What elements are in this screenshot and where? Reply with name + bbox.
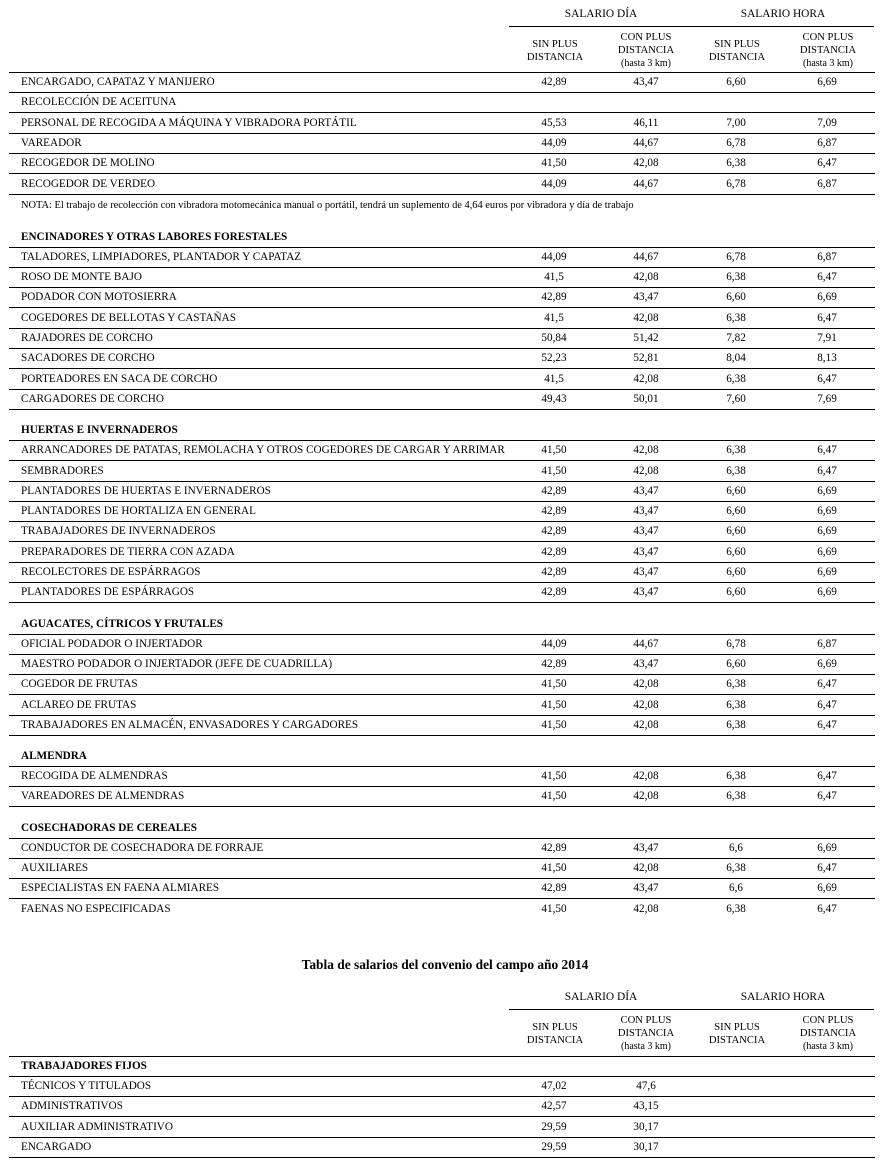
- row-value-col-3: 6,6: [729, 882, 743, 895]
- row-value-col-2: 50,01: [633, 392, 659, 405]
- row-label: COGEDORES DE BELLOTAS Y CASTAÑAS: [21, 311, 236, 324]
- table2-subheader-col-2: [601, 1014, 691, 1053]
- row-value-col-2: 42,08: [633, 157, 659, 170]
- row-value-col-3: 6,38: [726, 902, 746, 915]
- table-row: [9, 329, 875, 349]
- row-value-col-1: 41,5: [544, 372, 564, 385]
- row-value-col-1: 41,50: [541, 157, 567, 170]
- table2-subheader-line: SIN PLUS: [714, 1022, 760, 1033]
- row-value-col-3: 6,60: [726, 566, 746, 578]
- row-value-col-4: 6,69: [817, 882, 837, 895]
- row-value-col-3: 7,82: [726, 332, 746, 344]
- table2-title: Tabla de salarios del convenio del campo año 2014: [301, 957, 589, 972]
- row-value-col-3: 6,38: [726, 464, 746, 477]
- table-row: [9, 563, 875, 583]
- row-label: PODADOR CON MOTOSIERRA: [21, 291, 177, 304]
- row-value-col-3: 6,60: [726, 545, 746, 558]
- row-value-col-3: 6,38: [726, 271, 746, 284]
- row-value-col-2: 42,08: [633, 271, 659, 284]
- row-value-col-4: 6,87: [817, 250, 837, 263]
- row-value-col-4: 6,47: [817, 311, 837, 324]
- row-label: RAJADORES DE CORCHO: [21, 332, 153, 344]
- table-row: [9, 288, 875, 308]
- row-value-col-2: 51,42: [633, 332, 659, 344]
- row-value-col-3: 6,60: [726, 291, 746, 304]
- table-row: [9, 134, 875, 154]
- row-value-col-4: 6,87: [817, 637, 837, 650]
- row-value-col-2: 42,08: [633, 372, 659, 385]
- row-value-col-3: 8,04: [726, 352, 746, 365]
- row-label: RECOGEDOR DE VERDEO: [21, 177, 156, 190]
- row-value-col-2: 43,47: [633, 657, 659, 670]
- row-value-col-4: 7,69: [817, 392, 837, 405]
- row-value-col-4: 8,13: [817, 352, 837, 365]
- row-value-col-3: 6,38: [726, 678, 746, 691]
- table1-subheader-line: SIN PLUS: [532, 39, 578, 50]
- row-value-col-2: 46,11: [633, 116, 659, 129]
- row-value-col-3: 6,38: [726, 698, 746, 711]
- row-value-col-1: 50,84: [541, 332, 567, 344]
- row-value-col-3: 6,38: [726, 372, 746, 385]
- row-value-col-2: 42,08: [633, 698, 659, 711]
- table1-subheader-col-4: [783, 31, 873, 70]
- row-value-col-3: 6,38: [726, 718, 746, 731]
- row-value-col-2: 42,08: [633, 902, 659, 915]
- row-label: ARRANCADORES DE PATATAS, REMOLACHA Y OTROS COGEDORES DE CARGAR Y ARRIMAR: [21, 444, 505, 457]
- table1-salario-hora-header: SALARIO HORA: [740, 8, 826, 20]
- row-value-col-2: 42,08: [633, 464, 659, 477]
- row-value-col-1: 42,89: [541, 657, 567, 670]
- row-value-col-2: 43,47: [633, 586, 659, 599]
- table1-group-divider: [509, 26, 874, 27]
- row-value-col-4: 6,47: [817, 444, 837, 457]
- row-value-col-4: 6,47: [817, 770, 837, 783]
- row-value-col-3: 6,60: [726, 525, 746, 538]
- table-row: [9, 543, 875, 563]
- row-label: ESPECIALISTAS EN FAENA ALMIARES: [21, 882, 220, 895]
- table-row: [9, 839, 875, 859]
- row-value-col-4: 6,69: [817, 566, 837, 578]
- row-value-col-1: 44,09: [541, 250, 567, 263]
- section-title: HUERTAS E INVERNADEROS: [21, 424, 178, 437]
- row-value-col-1: 42,89: [541, 882, 567, 895]
- row-value-col-4: 7,91: [817, 332, 837, 344]
- table2-subheader-line: DISTANCIA: [708, 1035, 766, 1046]
- row-value-col-3: 6,60: [726, 484, 746, 497]
- row-label: PLANTADORES DE HUERTAS E INVERNADEROS: [21, 484, 271, 497]
- row-value-col-2: 30,17: [633, 1120, 659, 1133]
- row-value-col-2: 42,08: [633, 678, 659, 691]
- row-value-col-1: 41,50: [541, 770, 567, 783]
- table-row: [9, 900, 875, 920]
- row-label: PORTEADORES EN SACA DE CORCHO: [21, 372, 218, 385]
- table-row: [9, 787, 875, 807]
- row-value-col-1: 41,50: [541, 678, 567, 691]
- row-value-col-1: 41,50: [541, 464, 567, 477]
- row-value-col-3: 6,38: [726, 862, 746, 874]
- table-row: [9, 879, 875, 899]
- row-label: TALADORES, LIMPIADORES, PLANTADOR Y CAPATAZ: [21, 250, 302, 263]
- row-value-col-1: 45,53: [541, 116, 567, 129]
- row-value-col-4: 6,47: [817, 790, 837, 803]
- row-value-col-2: 44,67: [633, 136, 659, 149]
- row-value-col-4: 6,47: [817, 718, 837, 731]
- row-value-col-1: 52,23: [541, 352, 567, 365]
- section-title: TRABAJADORES FIJOS: [21, 1060, 147, 1072]
- row-value-col-3: 6,60: [726, 586, 746, 599]
- row-label: TRABAJADORES EN ALMACÉN, ENVASADORES Y CARGADORES: [21, 718, 359, 731]
- row-value-col-3: 6,38: [726, 311, 746, 324]
- row-value-col-1: 42,89: [541, 545, 567, 558]
- row-label: CARGADORES DE CORCHO: [21, 392, 164, 405]
- table-row: [9, 154, 875, 174]
- table-row: [9, 675, 875, 695]
- row-value-col-3: 6,38: [726, 444, 746, 457]
- row-label: RECOGIDA DE ALMENDRAS: [21, 770, 168, 783]
- table1-subheader-line: DISTANCIA: [708, 52, 766, 63]
- row-value-col-1: 42,89: [541, 76, 567, 88]
- row-label: AUXILIAR ADMINISTRATIVO: [21, 1120, 173, 1133]
- table-row: [9, 1077, 875, 1097]
- row-value-col-2: 43,47: [633, 882, 659, 895]
- table1-subheader-line: CON PLUS: [620, 32, 672, 43]
- row-label: RECOLECTORES DE ESPÁRRAGOS: [21, 566, 201, 578]
- row-value-col-2: 43,47: [633, 545, 659, 558]
- row-value-col-2: 43,47: [633, 76, 659, 88]
- table-row: [9, 114, 875, 134]
- row-value-col-2: 44,67: [633, 637, 659, 650]
- row-value-col-2: 30,17: [633, 1141, 659, 1154]
- table1-subheader-line: DISTANCIA: [526, 52, 584, 63]
- section-title: ENCINADORES Y OTRAS LABORES FORESTALES: [21, 230, 288, 243]
- table1-subheader-line: CON PLUS: [802, 32, 854, 43]
- table-row: [9, 175, 875, 195]
- row-label: FAENAS NO ESPECIFICADAS: [21, 902, 171, 915]
- table-row: [9, 73, 875, 93]
- row-value-col-3: 6,60: [726, 657, 746, 670]
- table1-subheader-line: SIN PLUS: [714, 39, 760, 50]
- table1-subheader-line: DISTANCIA: [799, 45, 857, 56]
- row-value-col-4: 6,47: [817, 157, 837, 170]
- section-title: AGUACATES, CÍTRICOS Y FRUTALES: [21, 617, 224, 630]
- row-value-col-2: 44,67: [633, 177, 659, 190]
- row-label: VAREADORES DE ALMENDRAS: [21, 790, 185, 803]
- row-value-col-4: 6,87: [817, 177, 837, 190]
- row-value-col-2: 43,47: [633, 841, 659, 854]
- row-value-col-2: 42,08: [633, 718, 659, 731]
- row-value-col-3: 6,38: [726, 157, 746, 170]
- table-row: [9, 390, 875, 410]
- row-value-col-2: 43,47: [633, 505, 659, 518]
- row-label: VAREADOR: [21, 136, 82, 149]
- row-value-col-4: 6,47: [817, 372, 837, 385]
- table-row: [9, 655, 875, 675]
- vibradora-note: NOTA: El trabajo de recolección con vibradora motomecánica manual o portátil, tendrá un suplemento de 4,64 euros por vibradora y día de trabajo: [21, 199, 634, 211]
- row-value-col-1: 42,89: [541, 505, 567, 518]
- row-value-col-2: 43,15: [633, 1100, 659, 1113]
- table-row: [9, 716, 875, 736]
- row-label: PREPARADORES DE TIERRA CON AZADA: [21, 545, 235, 558]
- table1-subheader-col-2: [601, 31, 691, 70]
- table2-subheader-line: (hasta 3 km): [621, 1041, 671, 1052]
- row-value-col-4: 6,47: [817, 698, 837, 711]
- table-row: [9, 93, 875, 113]
- row-label: SACADORES DE CORCHO: [21, 352, 155, 365]
- table2-salario-hora-header: SALARIO HORA: [740, 991, 826, 1003]
- row-value-col-1: 41,5: [544, 271, 564, 284]
- row-label: COGEDOR DE FRUTAS: [21, 678, 138, 691]
- row-value-col-1: 41,50: [541, 790, 567, 803]
- section-title: ALMENDRA: [21, 750, 87, 763]
- table1-subheader-line: (hasta 3 km): [621, 58, 671, 69]
- row-value-col-3: 6,78: [726, 177, 746, 190]
- table2-subheader-line: CON PLUS: [802, 1015, 854, 1026]
- row-value-col-1: 44,09: [541, 177, 567, 190]
- row-value-col-4: 6,69: [817, 505, 837, 518]
- row-value-col-3: 6,78: [726, 637, 746, 650]
- row-value-col-1: 42,89: [541, 841, 567, 854]
- row-value-col-1: 41,50: [541, 698, 567, 711]
- row-value-col-1: 29,59: [541, 1120, 567, 1133]
- row-value-col-1: 42,89: [541, 586, 567, 599]
- table-row: [9, 1138, 875, 1158]
- table1-salario-dia-header: SALARIO DÍA: [564, 8, 638, 20]
- row-value-col-1: 42,89: [541, 291, 567, 304]
- row-value-col-2: 42,08: [633, 444, 659, 457]
- row-value-col-1: 41,50: [541, 902, 567, 915]
- row-label: ADMINISTRATIVOS: [21, 1100, 123, 1113]
- row-value-col-4: 6,47: [817, 678, 837, 691]
- row-value-col-4: 6,47: [817, 862, 837, 874]
- row-value-col-2: 43,47: [633, 291, 659, 304]
- row-value-col-1: 44,09: [541, 637, 567, 650]
- row-value-col-4: 6,69: [817, 545, 837, 558]
- table2-subheader-line: (hasta 3 km): [803, 1041, 853, 1052]
- row-value-col-2: 43,47: [633, 525, 659, 538]
- table2-subheader-col-4: [783, 1014, 873, 1053]
- table2-subheader-line: DISTANCIA: [526, 1035, 584, 1046]
- row-value-col-3: 6,38: [726, 790, 746, 803]
- row-label: RECOGEDOR DE MOLINO: [21, 157, 155, 170]
- row-value-col-4: 6,47: [817, 464, 837, 477]
- row-label: ENCARGADO: [21, 1141, 92, 1154]
- row-label: TÉCNICOS Y TITULADOS: [21, 1080, 152, 1092]
- row-label: ACLAREO DE FRUTAS: [21, 698, 137, 711]
- row-label: SEMBRADORES: [21, 464, 104, 477]
- table-row: [9, 522, 875, 542]
- table-row: [9, 309, 875, 329]
- table-row: [9, 370, 875, 390]
- row-label: OFICIAL PODADOR O INJERTADOR: [21, 637, 203, 650]
- row-value-col-4: 6,69: [817, 657, 837, 670]
- row-value-col-3: 6,38: [726, 770, 746, 783]
- row-value-col-4: 6,69: [817, 841, 837, 854]
- table-row: [9, 502, 875, 522]
- row-value-col-1: 41,5: [544, 311, 564, 324]
- table-row: [9, 349, 875, 369]
- section-title: COSECHADORAS DE CEREALES: [21, 821, 197, 834]
- row-label: ROSO DE MONTE BAJO: [21, 271, 142, 284]
- row-value-col-4: 6,69: [817, 586, 837, 599]
- row-value-col-4: 6,47: [817, 271, 837, 284]
- table-row: [9, 696, 875, 716]
- table2-subheader-line: CON PLUS: [620, 1015, 672, 1026]
- row-value-col-1: 42,89: [541, 484, 567, 497]
- row-value-col-1: 41,50: [541, 444, 567, 457]
- row-value-col-3: 6,6: [729, 841, 743, 854]
- row-label: MAESTRO PODADOR O INJERTADOR (JEFE DE CUADRILLA): [21, 657, 333, 670]
- table2-subheader-line: DISTANCIA: [617, 1028, 675, 1039]
- row-value-col-1: 29,59: [541, 1141, 567, 1154]
- table2-salario-dia-header: SALARIO DÍA: [564, 991, 638, 1003]
- row-value-col-1: 42,89: [541, 525, 567, 538]
- table2-group-divider: [509, 1009, 874, 1010]
- row-value-col-2: 42,08: [633, 770, 659, 783]
- row-value-col-3: 7,60: [726, 392, 746, 405]
- row-value-col-1: 49,43: [541, 392, 567, 405]
- row-value-col-1: 42,57: [541, 1100, 567, 1113]
- row-value-col-4: 6,69: [817, 291, 837, 304]
- table2-subheader-line: DISTANCIA: [799, 1028, 857, 1039]
- row-value-col-3: 7,00: [726, 116, 746, 129]
- row-value-col-2: 43,47: [633, 566, 659, 578]
- row-label: PLANTADORES DE HORTALIZA EN GENERAL: [21, 505, 256, 518]
- row-value-col-4: 6,69: [817, 76, 837, 88]
- table-row: [9, 767, 875, 787]
- row-value-col-2: 42,08: [633, 311, 659, 324]
- row-value-col-2: 47,6: [636, 1080, 656, 1092]
- table1-subheader-line: (hasta 3 km): [803, 58, 853, 69]
- row-value-col-1: 41,50: [541, 718, 567, 731]
- row-value-col-4: 6,47: [817, 902, 837, 915]
- table-row: [9, 1118, 875, 1138]
- row-value-col-1: 41,50: [541, 862, 567, 874]
- row-value-col-3: 6,60: [726, 505, 746, 518]
- row-value-col-4: 6,87: [817, 136, 837, 149]
- table1-subheader-line: DISTANCIA: [617, 45, 675, 56]
- row-value-col-2: 42,08: [633, 862, 659, 874]
- row-label: RECOLECCIÓN DE ACEITUNA: [21, 96, 177, 109]
- row-label: AUXILIARES: [21, 862, 89, 874]
- row-value-col-1: 47,02: [541, 1080, 567, 1092]
- table1-subheader-col-1: [510, 38, 600, 64]
- row-label: PERSONAL DE RECOGIDA A MÁQUINA Y VIBRADORA PORTÁTIL: [21, 116, 357, 129]
- row-value-col-3: 6,78: [726, 250, 746, 263]
- table-row: [9, 482, 875, 502]
- row-value-col-4: 7,09: [817, 116, 837, 129]
- table-row: [9, 462, 875, 482]
- table-row: [9, 441, 875, 461]
- row-label: ENCARGADO, CAPATAZ Y MANIJERO: [21, 76, 215, 88]
- table1-subheader-col-3: [692, 38, 782, 64]
- table2-subheader-col-3: [692, 1021, 782, 1047]
- table2-subheader-col-1: [510, 1021, 600, 1047]
- row-value-col-1: 42,89: [541, 566, 567, 578]
- table-row: [9, 248, 875, 268]
- row-value-col-4: 6,69: [817, 484, 837, 497]
- row-label: TRABAJADORES DE INVERNADEROS: [21, 525, 216, 538]
- row-value-col-2: 52,81: [633, 352, 659, 365]
- row-value-col-1: 44,09: [541, 136, 567, 149]
- table-row: [9, 1097, 875, 1117]
- row-value-col-3: 6,78: [726, 136, 746, 149]
- row-value-col-3: 6,60: [726, 76, 746, 88]
- table2-subheader-line: SIN PLUS: [532, 1022, 578, 1033]
- table-row: [9, 583, 875, 603]
- table-row: [9, 859, 875, 879]
- row-value-col-2: 43,47: [633, 484, 659, 497]
- row-label: PLANTADORES DE ESPÁRRAGOS: [21, 586, 195, 599]
- row-value-col-4: 6,69: [817, 525, 837, 538]
- table2-header-rule: [9, 1056, 875, 1057]
- row-value-col-2: 42,08: [633, 790, 659, 803]
- row-label: CONDUCTOR DE COSECHADORA DE FORRAJE: [21, 841, 264, 854]
- row-value-col-2: 44,67: [633, 250, 659, 263]
- table-row: [9, 268, 875, 288]
- table-row: [9, 635, 875, 655]
